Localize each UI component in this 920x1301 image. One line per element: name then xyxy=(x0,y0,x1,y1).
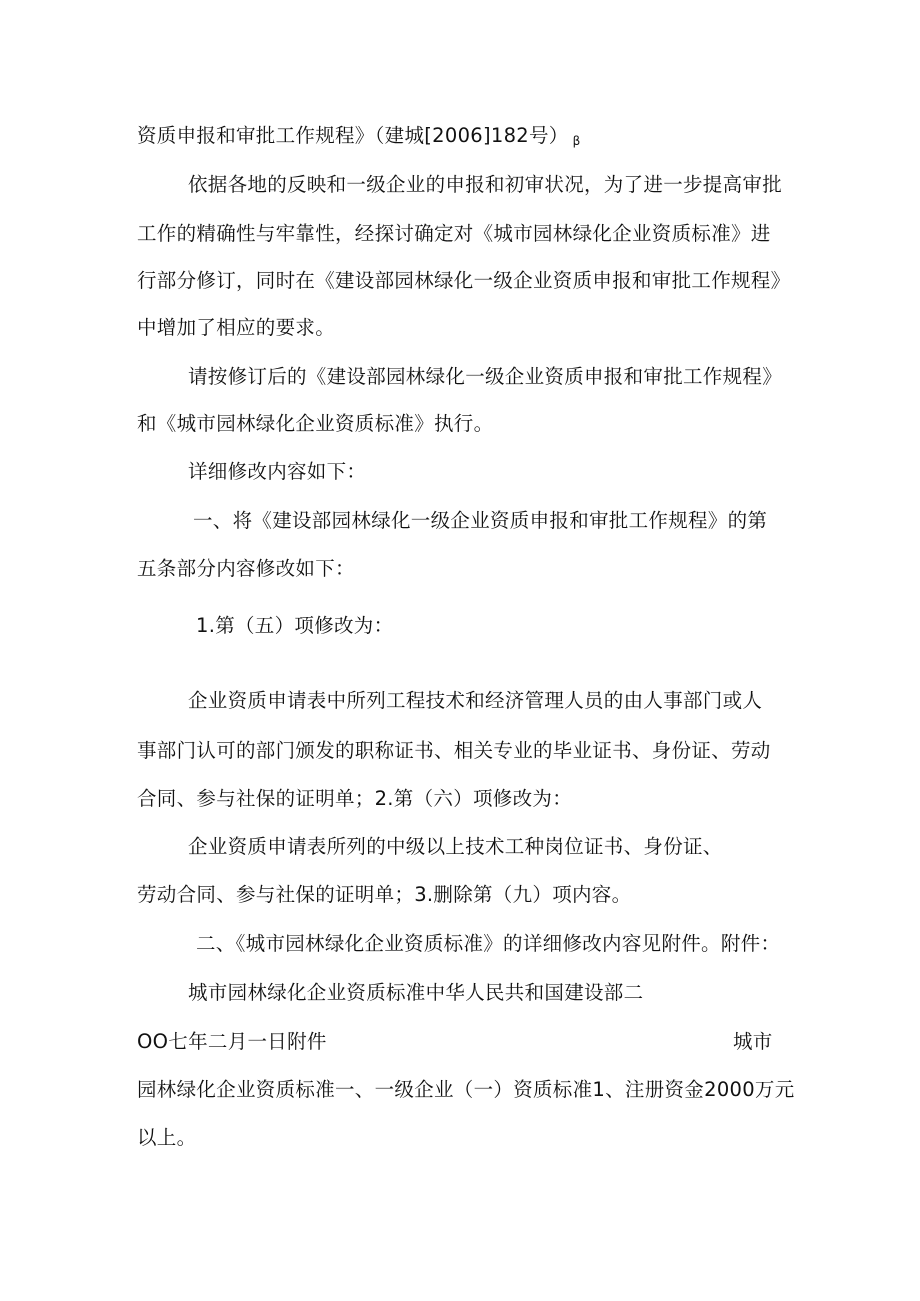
paragraph-line: 工作的精确性与牢靠性，经探讨确定对《城市园林绿化企业资质标准》进 xyxy=(137,222,771,245)
paragraph-line: 劳动合同、参与社保的证明单；3.删除第（九）项内容。 xyxy=(137,883,632,906)
paragraph-line: 企业资质申请表中所列工程技术和经济管理人员的由人事部门或人 xyxy=(188,689,763,712)
paragraph-line: 详细修改内容如下： xyxy=(188,460,367,483)
paragraph-line: 企业资质申请表所列的中级以上技术工种岗位证书、身份证、 xyxy=(188,835,723,858)
paragraph-line: 请按修订后的《建设部园林绿化一级企业资质申报和审批工作规程》 xyxy=(188,365,783,388)
paragraph-line: 合同、参与社保的证明单；2.第（六）项修改为： xyxy=(137,787,573,810)
paragraph-line: 和《城市园林绿化企业资质标准》执行。 xyxy=(137,412,494,435)
paragraph-line: 一、将《建设部园林绿化一级企业资质申报和审批工作规程》的第 xyxy=(193,509,768,532)
footnote-mark: β xyxy=(572,134,581,148)
paragraph-line: 以上。 xyxy=(137,1126,197,1149)
paragraph-line: 五条部分内容修改如下： xyxy=(137,557,355,580)
line-text: 资质申报和审批工作规程》（建城[2006]182号） xyxy=(137,124,569,147)
paragraph-line xyxy=(137,123,581,154)
paragraph-line: 城市 xyxy=(733,1030,773,1053)
paragraph-line: 1.第（五）项修改为： xyxy=(196,614,394,637)
paragraph-line: 中增加了相应的要求。 xyxy=(137,316,336,339)
paragraph-line: 园林绿化企业资质标准一、一级企业（一）资质标准1、注册资金2000万元 xyxy=(137,1078,795,1101)
paragraph-line: 二、《城市园林绿化企业资质标准》的详细修改内容见附件。附件： xyxy=(196,932,781,955)
paragraph-line: 事部门认可的部门颁发的职称证书、相关专业的毕业证书、身份证、劳动 xyxy=(137,739,771,762)
paragraph-line: OO七年二月一日附件 xyxy=(137,1030,327,1053)
paragraph-line: 依据各地的反映和一级企业的申报和初审状况，为了进一步提高审批 xyxy=(188,173,783,196)
paragraph-line: 城市园林绿化企业资质标准中华人民共和国建设部二 xyxy=(188,981,644,1004)
paragraph-line: 行部分修订，同时在《建设部园林绿化一级企业资质申报和审批工作规程》 xyxy=(137,269,791,292)
